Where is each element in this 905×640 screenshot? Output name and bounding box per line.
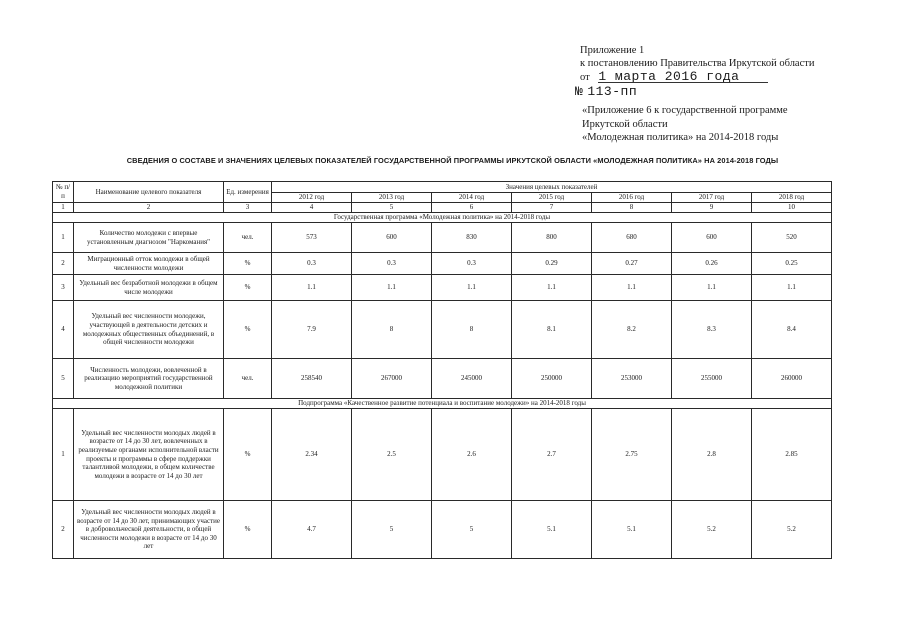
row-number: 1 — [53, 223, 74, 253]
value-cell: 520 — [752, 223, 832, 253]
column-number: 7 — [512, 203, 592, 213]
row-number: 4 — [53, 301, 74, 359]
indicator-name: Численность молодежи, вовлеченной в реализацию мероприятий государственной молодежной политики — [74, 359, 224, 399]
column-number: 4 — [272, 203, 352, 213]
value-cell: 4.7 — [272, 501, 352, 559]
row-number: 5 — [53, 359, 74, 399]
value-cell: 0.3 — [352, 253, 432, 275]
header-year: 2015 год — [512, 193, 592, 203]
value-cell: 5.2 — [752, 501, 832, 559]
value-cell: 267000 — [352, 359, 432, 399]
column-number: 10 — [752, 203, 832, 213]
value-cell: 1.1 — [512, 275, 592, 301]
unit-cell: % — [224, 301, 272, 359]
program-ref-line3: «Молодежная политика» на 2014-2018 годы — [582, 132, 779, 143]
appendix-label: Приложение 1 — [580, 45, 645, 56]
value-cell: 0.3 — [432, 253, 512, 275]
table-row — [53, 223, 832, 253]
value-cell: 0.26 — [672, 253, 752, 275]
section-row — [53, 399, 832, 409]
document-title: СВЕДЕНИЯ О СОСТАВЕ И ЗНАЧЕНИЯХ ЦЕЛЕВЫХ ПОКАЗАТЕЛЕЙ ГОСУДАРСТВЕННОЙ ПРОГРАММЫ ИРКУТСКОЙ ОБЛАСТИ «МОЛОДЕЖНАЯ ПОЛИТИКА» НА 2014-2018 ГОДЫ — [126, 156, 779, 165]
value-cell: 830 — [432, 223, 512, 253]
column-number: 3 — [224, 203, 272, 213]
header-year: 2013 год — [352, 193, 432, 203]
value-cell: 600 — [672, 223, 752, 253]
decree-number: 113-пп — [587, 84, 638, 99]
indicator-name: Удельный вес численности молодых людей в возрасте от 14 до 30 лет, принимающих участие в добровольческой деятельности, в общей численности молодежи в возрасте от 14 до 30 лет — [74, 501, 224, 559]
row-number: 1 — [53, 409, 74, 501]
section-title: Подпрограмма «Качественное развитие потенциала и воспитание молодежи» на 2014-2018 годы — [53, 399, 832, 409]
value-cell: 1.1 — [592, 275, 672, 301]
section-title: Государственная программа «Молодежная политика» на 2014-2018 годы — [53, 213, 832, 223]
unit-cell: % — [224, 501, 272, 559]
value-cell: 2.5 — [352, 409, 432, 501]
value-cell: 5 — [432, 501, 512, 559]
header-name: Наименование целевого показателя — [74, 182, 224, 203]
header-num: № п/п — [53, 182, 74, 203]
header-unit: Ед. измерения — [224, 182, 272, 203]
section-row — [53, 213, 832, 223]
decree-number-line — [575, 82, 637, 100]
indicator-name: Миграционный отток молодежи в общей численности молодежи — [74, 253, 224, 275]
indicator-name: Удельный вес численности молодых людей в возрасте от 14 до 30 лет, вовлеченных в реализуемые органами исполнительной власти проекты и программы в сфере поддержки талантливой молодежи, в общем количестве молодежи в возрасте от 14 до 30 лет — [74, 409, 224, 501]
table-row — [53, 359, 832, 399]
header-values-group: Значения целевых показателей — [272, 182, 832, 193]
value-cell: 8 — [352, 301, 432, 359]
program-ref-line1: «Приложение 6 к государственной программе — [582, 105, 788, 116]
value-cell: 2.85 — [752, 409, 832, 501]
unit-cell: % — [224, 275, 272, 301]
value-cell: 1.1 — [752, 275, 832, 301]
value-cell: 258540 — [272, 359, 352, 399]
value-cell: 1.1 — [672, 275, 752, 301]
value-cell: 1.1 — [272, 275, 352, 301]
value-cell: 8.2 — [592, 301, 672, 359]
value-cell: 0.29 — [512, 253, 592, 275]
value-cell: 5.1 — [512, 501, 592, 559]
value-cell: 8.3 — [672, 301, 752, 359]
column-number: 2 — [74, 203, 224, 213]
value-cell: 2.6 — [432, 409, 512, 501]
value-cell: 8.1 — [512, 301, 592, 359]
row-number: 3 — [53, 275, 74, 301]
value-cell: 5.2 — [672, 501, 752, 559]
header-year: 2016 год — [592, 193, 672, 203]
header-year: 2018 год — [752, 193, 832, 203]
program-ref-line2: Иркутской области — [582, 118, 668, 130]
unit-cell: чел. — [224, 359, 272, 399]
value-cell: 5 — [352, 501, 432, 559]
value-cell: 260000 — [752, 359, 832, 399]
value-cell: 255000 — [672, 359, 752, 399]
decree-line: к постановлению Правительства Иркутской области — [580, 58, 815, 69]
column-number: 6 — [432, 203, 512, 213]
value-cell: 1.1 — [352, 275, 432, 301]
table-row — [53, 301, 832, 359]
value-cell: 1.1 — [432, 275, 512, 301]
table-row — [53, 409, 832, 501]
header-year: 2017 год — [672, 193, 752, 203]
value-cell: 245000 — [432, 359, 512, 399]
value-cell: 253000 — [592, 359, 672, 399]
table-row — [53, 275, 832, 301]
value-cell: 5.1 — [592, 501, 672, 559]
value-cell: 2.75 — [592, 409, 672, 501]
value-cell: 0.25 — [752, 253, 832, 275]
number-prefix: № — [575, 84, 584, 99]
header-year: 2012 год — [272, 193, 352, 203]
value-cell: 600 — [352, 223, 432, 253]
indicator-name: Количество молодежи с впервые установленным диагнозом "Наркомания" — [74, 223, 224, 253]
value-cell: 8 — [432, 301, 512, 359]
unit-cell: % — [224, 409, 272, 501]
value-cell: 0.3 — [272, 253, 352, 275]
column-number: 5 — [352, 203, 432, 213]
table-row — [53, 253, 832, 275]
column-number: 9 — [672, 203, 752, 213]
value-cell: 2.34 — [272, 409, 352, 501]
indicator-name: Удельный вес численности молодежи, участвующей в деятельности детских и молодежных общественных объединений, в общей численности молодежи — [74, 301, 224, 359]
row-number: 2 — [53, 501, 74, 559]
header-year: 2014 год — [432, 193, 512, 203]
value-cell: 573 — [272, 223, 352, 253]
decree-date: 1 марта 2016 года — [598, 69, 740, 84]
value-cell: 8.4 — [752, 301, 832, 359]
column-number: 1 — [53, 203, 74, 213]
value-cell: 800 — [512, 223, 592, 253]
value-cell: 250000 — [512, 359, 592, 399]
row-number: 2 — [53, 253, 74, 275]
unit-cell: чел. — [224, 223, 272, 253]
value-cell: 7.9 — [272, 301, 352, 359]
value-cell: 680 — [592, 223, 672, 253]
indicator-name: Удельный вес безработной молодежи в общем числе молодежи — [74, 275, 224, 301]
value-cell: 2.8 — [672, 409, 752, 501]
table-row — [53, 501, 832, 559]
unit-cell: % — [224, 253, 272, 275]
program-reference — [582, 104, 842, 145]
column-number: 8 — [592, 203, 672, 213]
approval-block — [580, 44, 840, 84]
date-prefix: от — [580, 72, 590, 83]
indicators-table — [52, 181, 832, 559]
value-cell: 0.27 — [592, 253, 672, 275]
value-cell: 2.7 — [512, 409, 592, 501]
